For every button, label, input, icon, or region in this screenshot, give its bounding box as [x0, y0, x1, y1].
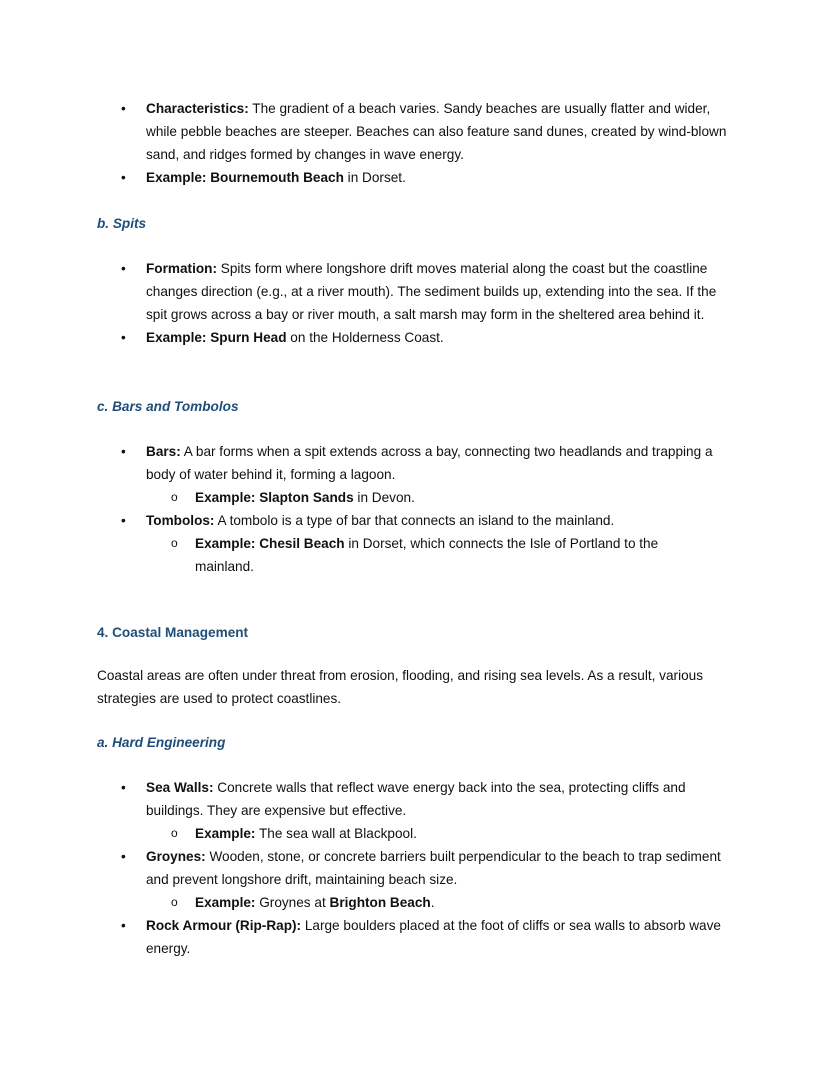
bullet-icon: •	[121, 849, 126, 864]
beach-list	[97, 97, 737, 189]
list-item	[97, 166, 737, 189]
heading-coastal-management: 4. Coastal Management	[97, 625, 249, 640]
sub-list-item	[97, 891, 737, 914]
term: Sea Walls:	[146, 780, 214, 795]
list-item	[97, 845, 737, 891]
description: Wooden, stone, or concrete barriers built perpendicular to the beach to trap sediment and prevent longshore drift, maintaining beach size.	[146, 849, 721, 887]
sub-list-item	[97, 822, 737, 845]
heading-bars-tombolos: c. Bars and Tombolos	[97, 399, 239, 414]
description: on the Holderness Coast.	[286, 330, 444, 345]
heading-hard-engineering: a. Hard Engineering	[97, 735, 226, 750]
term: Formation:	[146, 261, 217, 276]
bullet-icon: •	[121, 261, 126, 276]
bullet-icon: •	[121, 513, 126, 528]
description: The gradient of a beach varies. Sandy beaches are usually flatter and wider, while pebble beaches are steeper. Beaches can also feature sand dunes, created by wind-blown sand, and ridges formed by changes in wave energy.	[146, 101, 727, 162]
list-item	[97, 326, 737, 349]
term: Example: Slapton Sands	[195, 490, 354, 505]
spits-list	[97, 257, 737, 349]
description: Spits form where longshore drift moves material along the coast but the coastline changes direction (e.g., at a river mouth). The sediment builds up, extending into the sea. If the spit grows across a bay or river mouth, a salt marsh may form in the sheltered area behind it.	[146, 261, 717, 322]
circle-bullet-icon: o	[171, 826, 178, 840]
description: in Dorset.	[343, 170, 406, 185]
bullet-icon: •	[121, 330, 126, 345]
sub-list-item	[97, 486, 737, 509]
bullet-icon: •	[121, 780, 126, 795]
term: Bars:	[146, 444, 181, 459]
term: Example: Bournemouth Beach	[146, 170, 344, 185]
description: A bar forms when a spit extends across a bay, connecting two headlands and trapping a body of water behind it, forming a lagoon.	[146, 444, 713, 482]
term: Example: Spurn Head	[146, 330, 287, 345]
description: A tombolo is a type of bar that connects an island to the mainland.	[214, 513, 615, 528]
description: Concrete walls that reflect wave energy back into the sea, protecting cliffs and buildings. They are expensive but effective.	[146, 780, 686, 818]
description: Groynes at	[255, 895, 330, 910]
list-item	[97, 776, 737, 822]
term: Characteristics:	[146, 101, 249, 116]
hard-engineering-list	[97, 776, 737, 960]
circle-bullet-icon: o	[171, 490, 178, 504]
description: The sea wall at Blackpool.	[255, 826, 417, 841]
list-item	[97, 509, 737, 532]
term: Example: Chesil Beach	[195, 536, 345, 551]
bullet-icon: •	[121, 101, 126, 116]
list-item	[97, 914, 737, 960]
term: Example:	[195, 826, 256, 841]
description: in Dorset, which connects the Isle of Portland to the mainland.	[195, 536, 659, 574]
description: .	[430, 895, 435, 910]
term: Rock Armour (Rip-Rap):	[146, 918, 302, 933]
list-item	[97, 440, 737, 486]
bullet-icon: •	[121, 918, 126, 933]
list-item	[97, 97, 737, 166]
term: Example:	[195, 895, 256, 910]
list-item	[97, 257, 737, 326]
description: in Devon.	[353, 490, 415, 505]
description: Large boulders placed at the foot of cliffs or sea walls to absorb wave energy.	[146, 918, 721, 956]
term: Brighton Beach	[329, 895, 431, 910]
management-intro: Coastal areas are often under threat from erosion, flooding, and rising sea levels. As a result, various strategies are used to protect coastlines.	[97, 668, 704, 706]
bullet-icon: •	[121, 170, 126, 185]
heading-spits: b. Spits	[97, 216, 147, 231]
term: Tombolos:	[146, 513, 215, 528]
circle-bullet-icon: o	[171, 536, 178, 550]
sub-list-item	[97, 532, 737, 578]
term: Groynes:	[146, 849, 206, 864]
bars-list	[97, 440, 737, 578]
bullet-icon: •	[121, 444, 126, 459]
circle-bullet-icon: o	[171, 895, 178, 909]
